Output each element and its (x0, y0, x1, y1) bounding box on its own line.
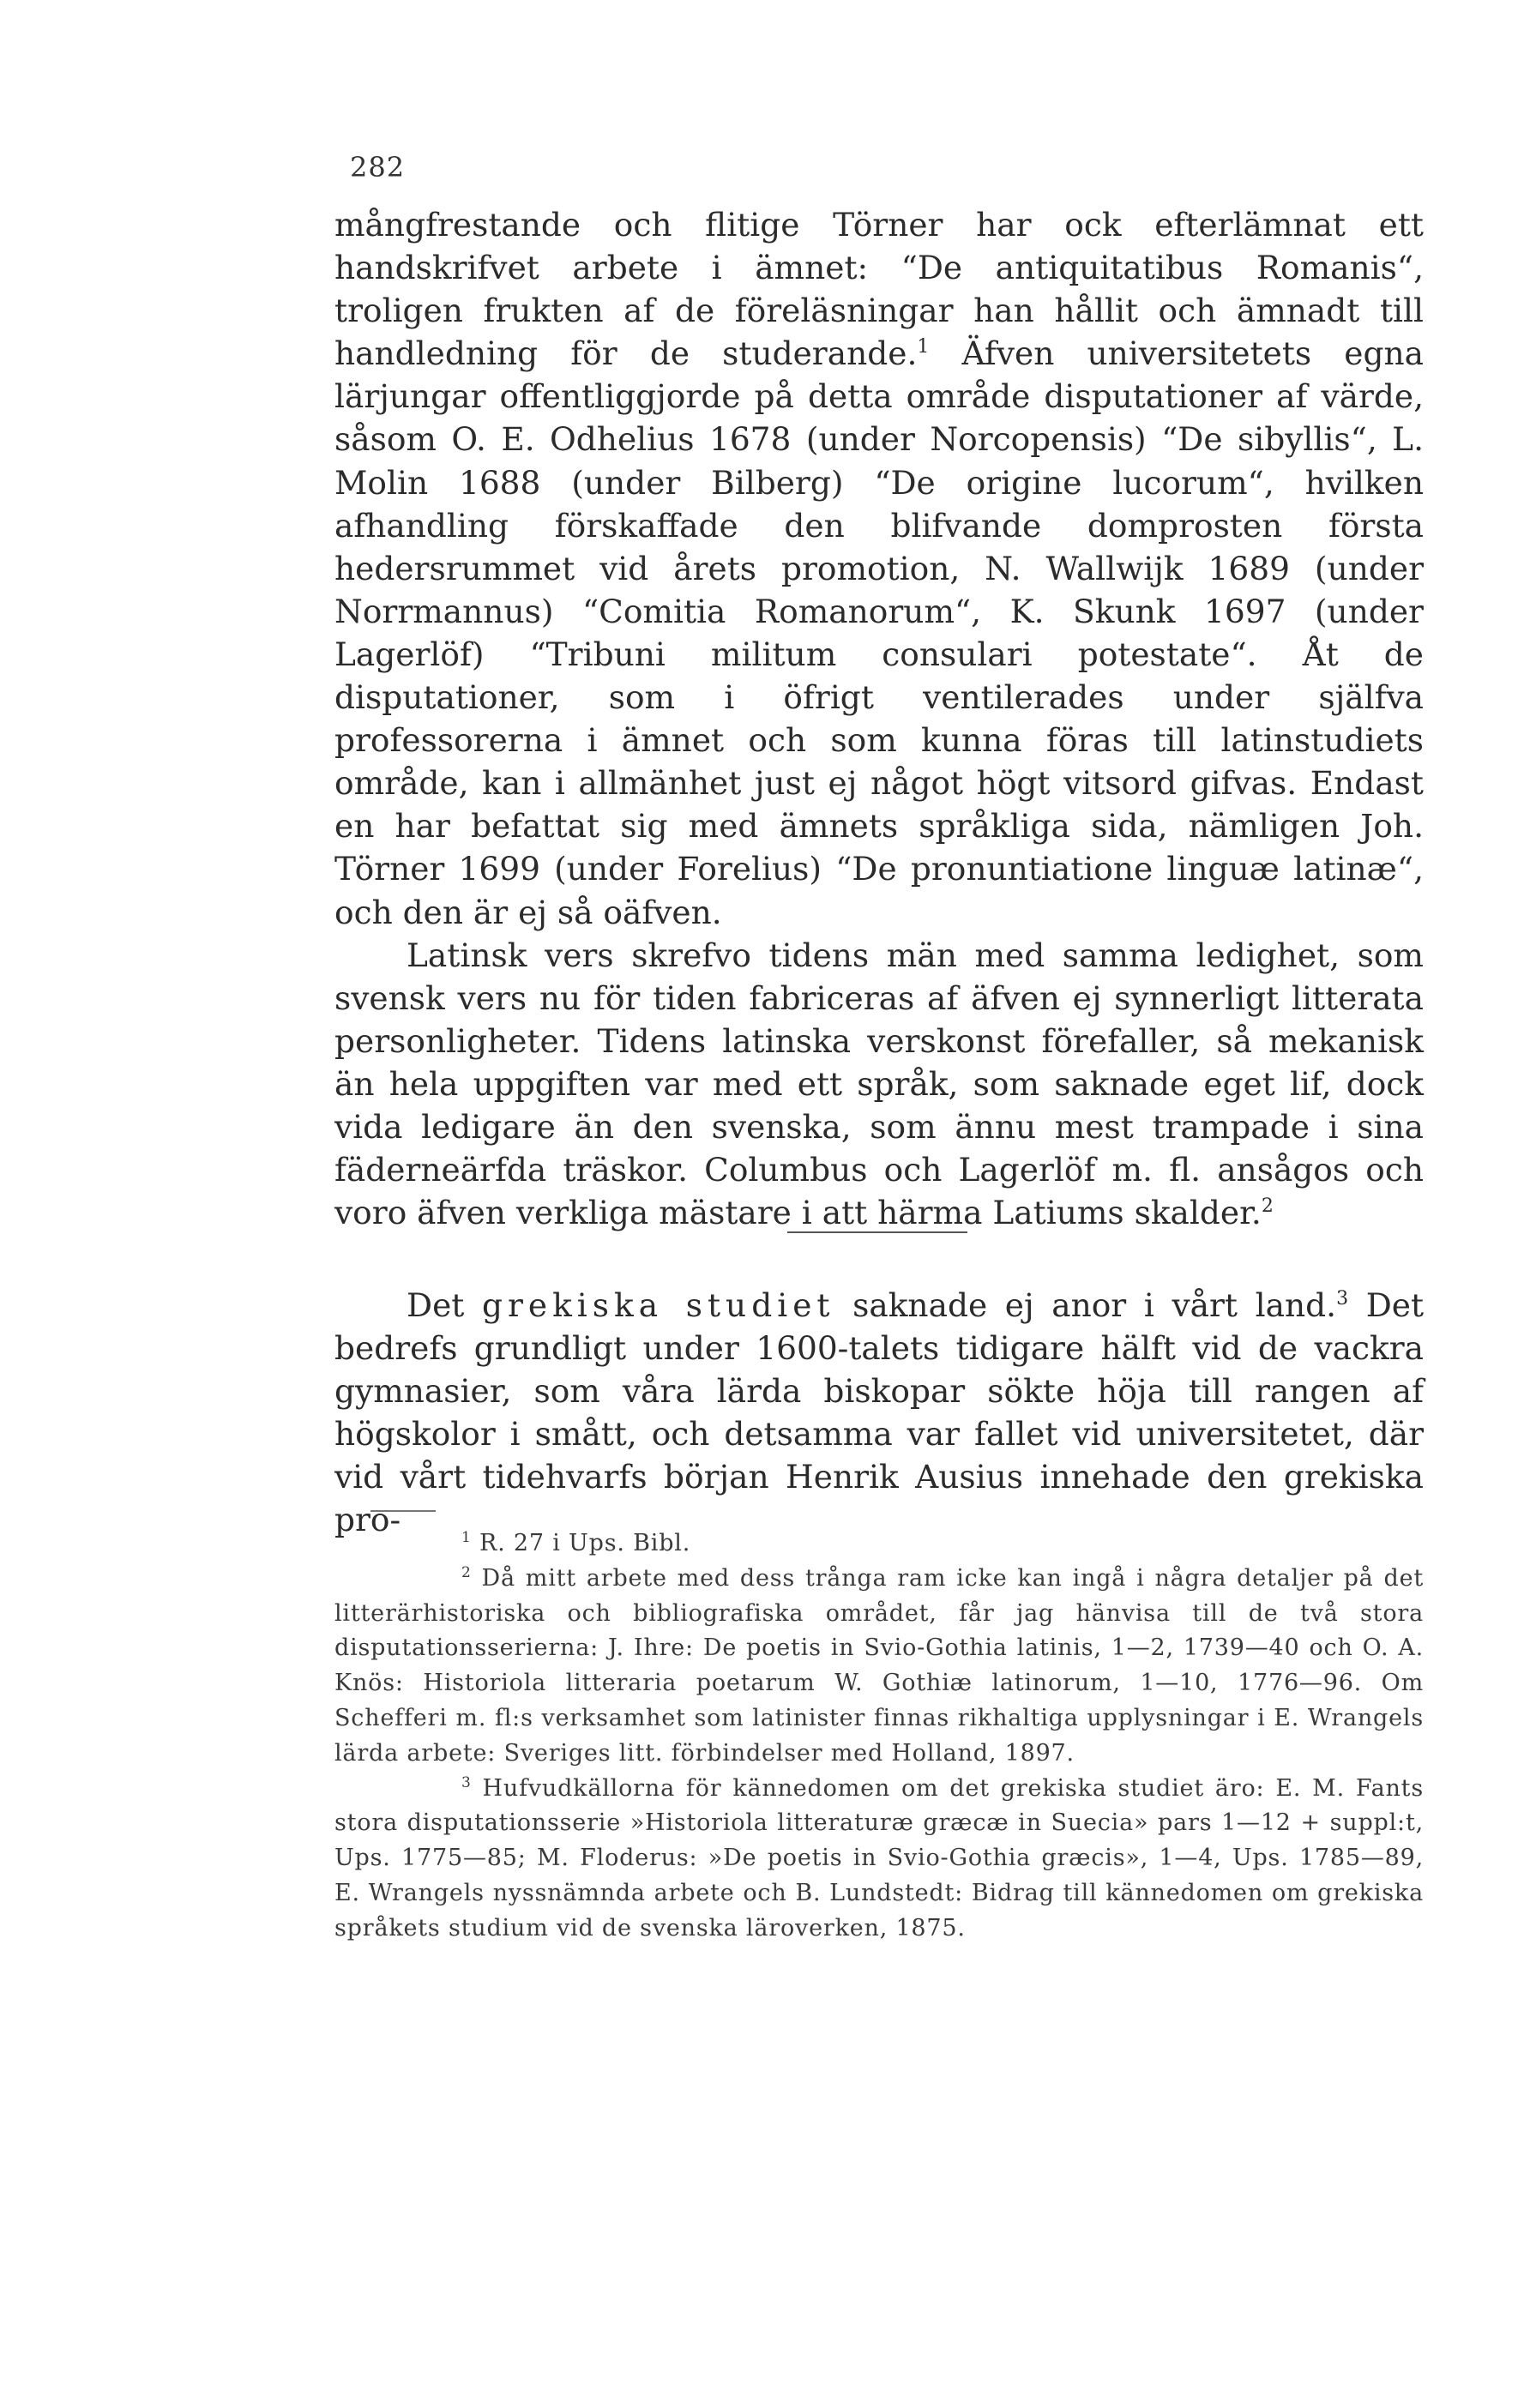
main-text-lower (334, 1284, 1424, 1542)
emphasized-term: grekiska studiet (481, 1286, 835, 1324)
footnote-text: Då mitt arbete med dess trånga ram icke kan ingå i några detaljer på det litterärhistoriska och bibliografiska området, får jag hänvisa till de två stora disputationsserierna: J. Ihre: De poetis in Svio-Gothia latinis, 1—2, 1739—40 och O. A. Knös: Historiola litteraria poetarum W. Gothiæ latinorum, 1—10, 1776—96. Om Schefferi m. fl:s verksamhet som latinister finnas rikhaltiga upplysningar i E. Wrangels lärda arbete: Sveriges litt. förbindelser med Holland, 1897. (334, 1564, 1424, 1767)
footnotes (334, 1526, 1424, 1947)
paragraph-latin-dissertations (334, 203, 1424, 934)
footnote-text: Hufvudkällorna för kännedomen om det grekiska studiet äro: E. M. Fants stora disputationsserie »Historiola litteraturæ græcæ in Suecia» pars 1—12 + suppl:t, Ups. 1775—85; M. Floderus: »De poetis in Svio-Gothia græcis», 1—4, Ups. 1785—89, E. Wrangels nyssnämnda arbete och B. Lundstedt: Bidrag till kännedomen om grekiska språkets studium vid de svenska läroverken, 1875. (334, 1774, 1424, 1941)
paragraph-text: Latinsk vers skrefvo tidens män med samma ledighet, som svensk vers nu för tiden fabriceras af äfven ej synnerligt litterata personligheter. Tidens latinska verskonst förefaller, så mekanisk än hela uppgiften var med ett språk, som saknade eget lif, dock vida ledigare än den svenska, som ännu mest trampade i sina fäderneärfda träskor. Columbus och Lagerlöf m. fl. ansågos och voro äfven verkliga mästare i att härma Latiums skalder. (334, 936, 1424, 1232)
footnote-2: $^2$ Då mitt arbete med dess trånga ram icke kan ingå i några detaljer på det litterärhistoriska och bibliografiska området, får jag hänvisa till de två stora disputationsserierna: J. Ihre: De poetis in Svio-Gothia latinis, 1—2, 1739—40 och O. A. Knös: Historiola litteraria poetarum W. Gothiæ latinorum, 1—10, 1776—96. Om Schefferi m. fl:s verksamhet som latinister finnas rikhaltiga upplysningar i E. Wrangels lärda arbete: Sveriges litt. förbindelser med Holland, 1897. (334, 1563, 1424, 1767)
footnote-1: $^1$ R. 27 i Ups. Bibl. (461, 1529, 691, 1556)
footnote-text: R. 27 i Ups. Bibl. (471, 1530, 691, 1556)
footnote-divider (370, 1510, 436, 1512)
paragraph-text-continued: Äfven universitetets egna lärjungar offentliggjorde på detta område disputationer af värde, såsom O. E. Odhelius 1678 (under Norcopensis) “De sibyllis“, L. Molin 1688 (under Bilberg) “De origine lucorum“, hvilken afhandling förskaffade den blifvande domprosten första hedersrummet vid årets promotion, N. Wallwijk 1689 (under Norrmannus) “Comitia Romanorum“, K. Skunk 1697 (under Lagerlöf) “Tribuni militum consulari potestate“. Åt de disputationer, som i öfrigt ventilerades under själfva professorerna i ämnet och som kunna föras till latinstudiets område, kan i allmänhet just ej något högt vitsord gifvas. Endast en har befattat sig med ämnets språkliga sida, nämligen Joh. Törner 1699 (under Forelius) “De pronuntiatione linguæ latinæ“, och den är ej så oäfven. (334, 334, 1424, 931)
footnote-reference: 1 (917, 336, 930, 358)
section-divider (787, 1231, 967, 1233)
paragraph-lead: Det (407, 1286, 482, 1324)
paragraph-text: saknade ej anor i vårt land. (834, 1286, 1337, 1324)
page-number: 282 (350, 151, 406, 184)
main-text-upper (334, 203, 1424, 1234)
paragraph-text: mångfrestande och flitige Törner har ock efterlämnat ett handskrifvet arbete i ämnet: “De antiquitatibus Romanis“, troligen frukten af de föreläsningar han hållit och ämnadt till handledning för de studerande. (334, 206, 1424, 373)
paragraph-greek-studies (334, 1284, 1424, 1542)
paragraph-latin-verse (334, 934, 1424, 1235)
footnote-reference: 3 (1336, 1288, 1349, 1309)
footnote-reference: 2 (1261, 1195, 1274, 1218)
paragraph-text-continued: Det bedrefs grundligt under 1600-talets tidigare hälft vid de vackra gymnasier, som våra lärda biskopar sökte höja till rangen af högskolor i smått, och detsamma var fallet vid universitetet, där vid vårt tidehvarfs början Henrik Ausius innehade den grekiska pro- (334, 1286, 1425, 1539)
footnote-3: $^3$ Hufvudkällorna för kännedomen om det grekiska studiet äro: E. M. Fants stora disputationsserie »Historiola litteraturæ græcæ in Suecia» pars 1—12 + suppl:t, Ups. 1775—85; M. Floderus: »De poetis in Svio-Gothia græcis», 1—4, Ups. 1785—89, E. Wrangels nyssnämnda arbete och B. Lundstedt: Bidrag till kännedomen om grekiska språkets studium vid de svenska läroverken, 1875. (334, 1773, 1424, 1941)
